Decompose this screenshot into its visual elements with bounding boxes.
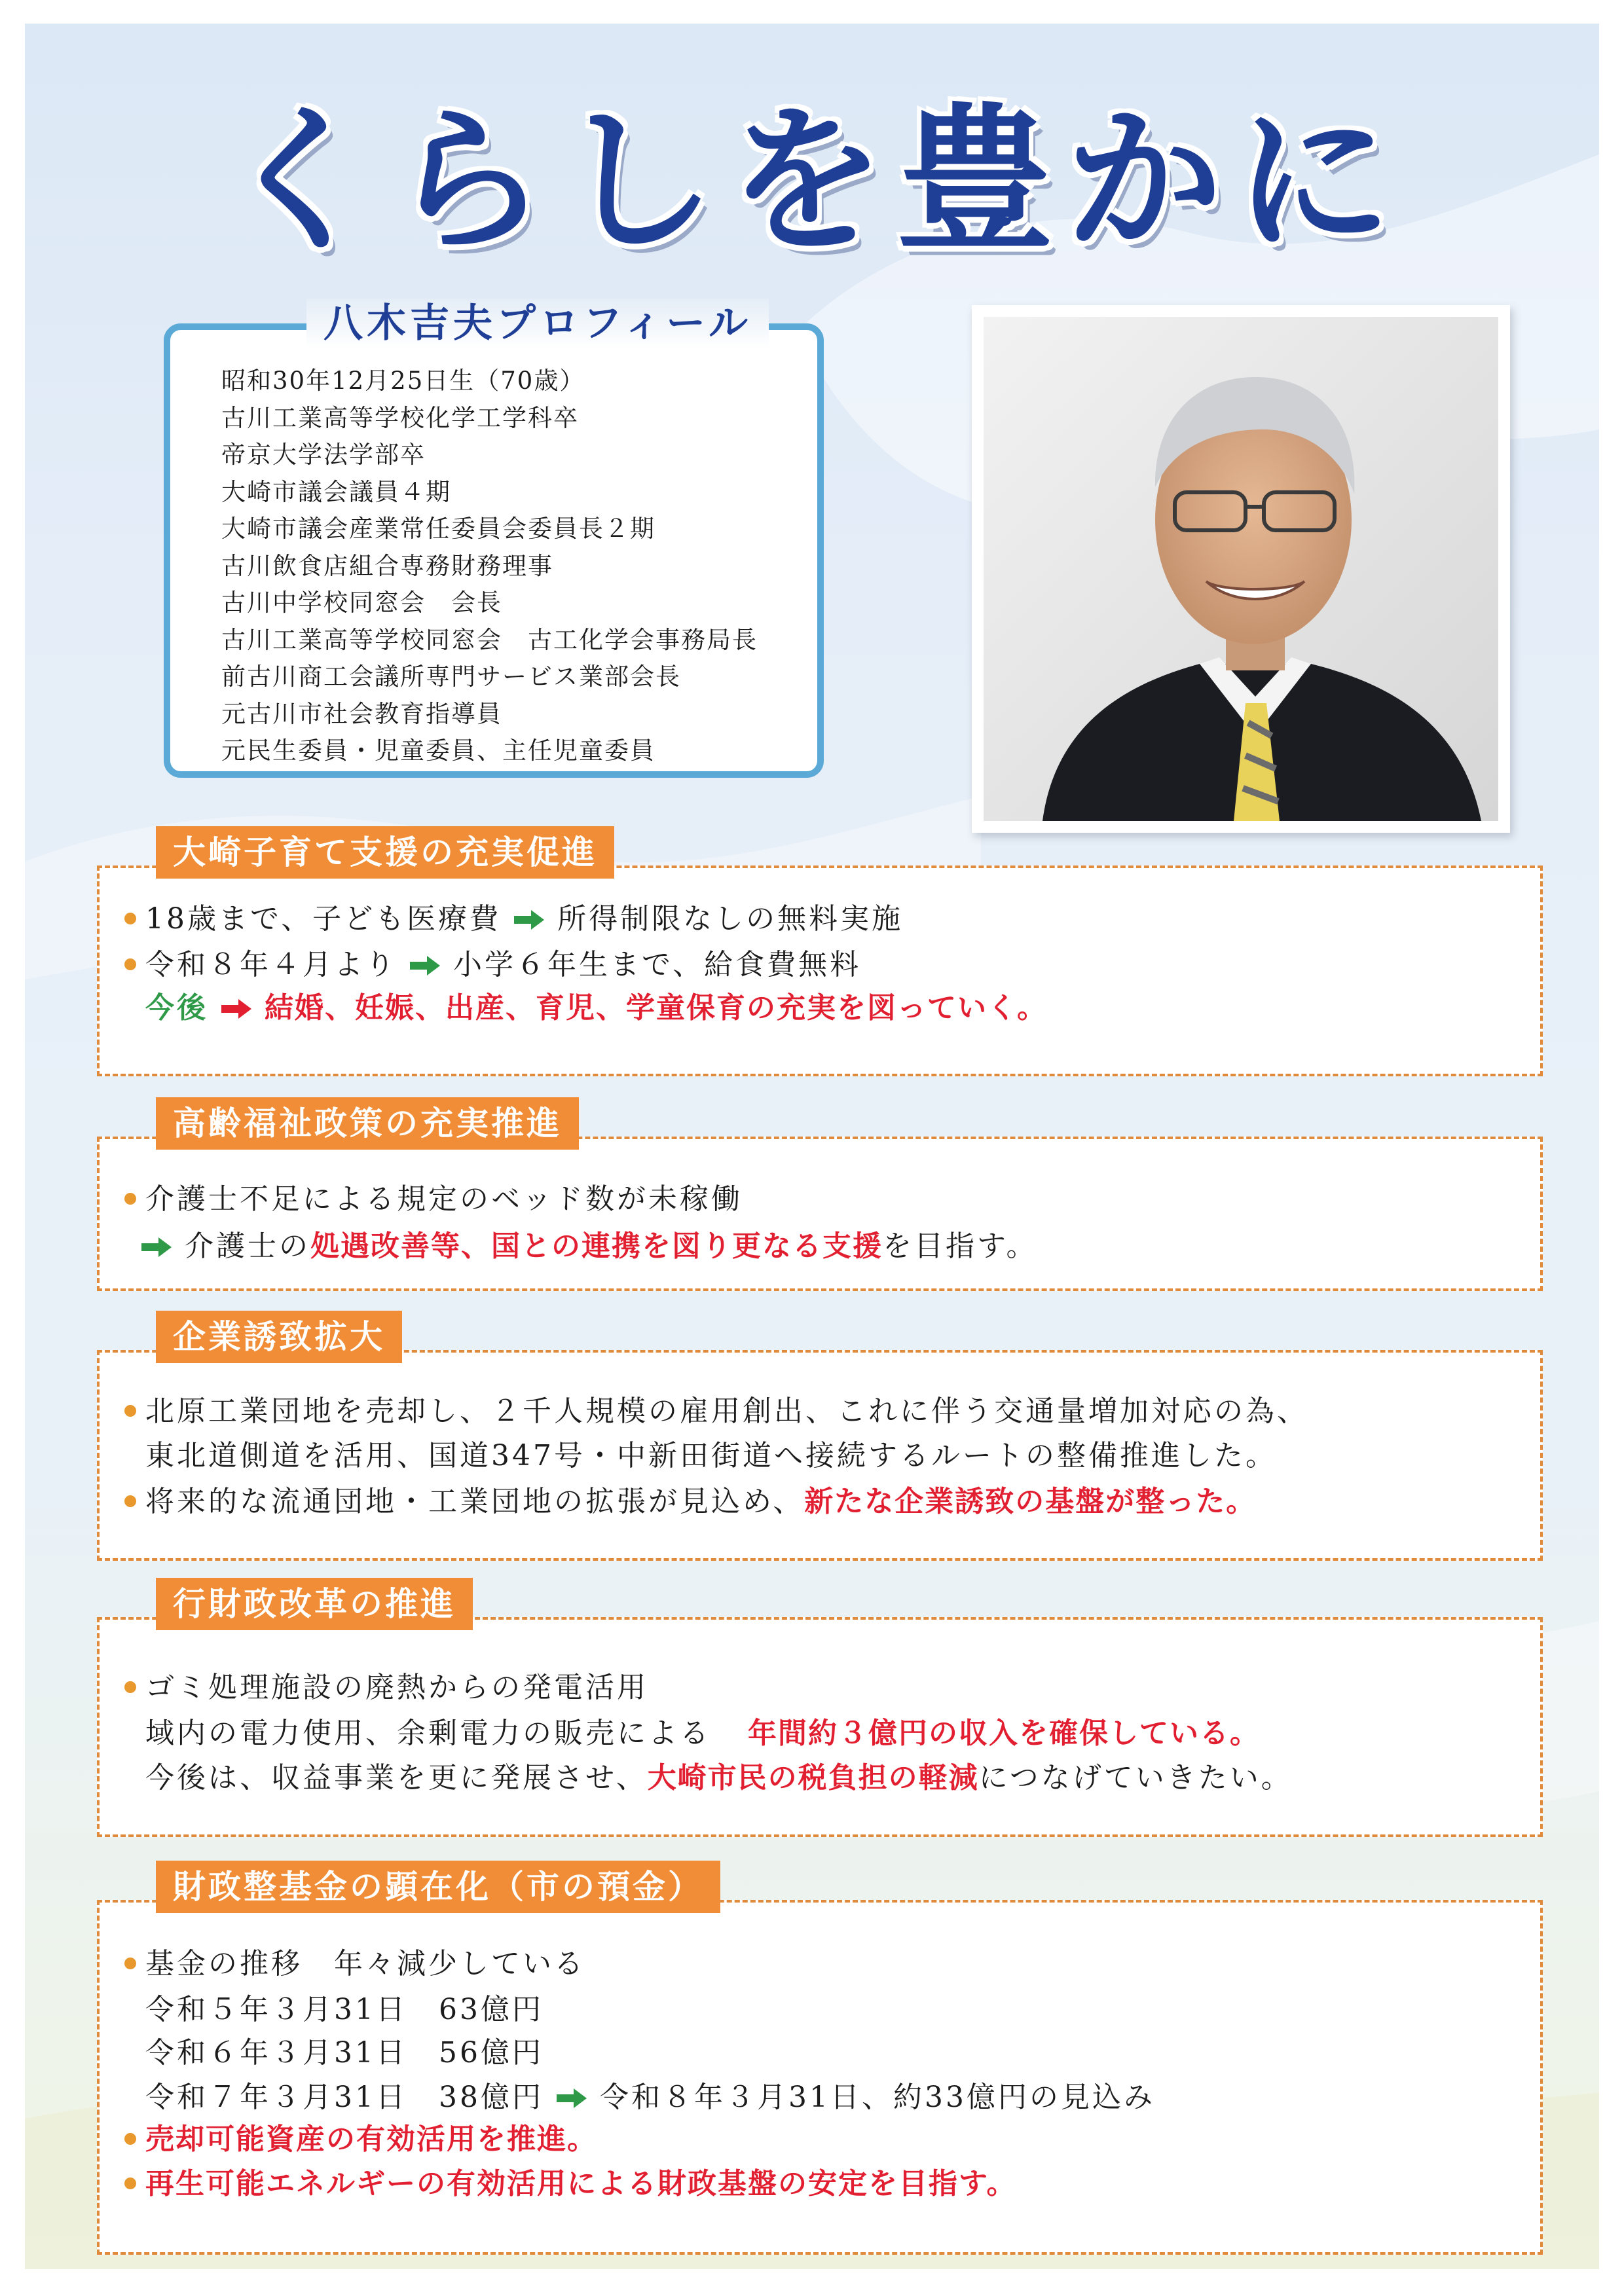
section-elderly-welfare-title: 高齢福祉政策の充実推進 xyxy=(156,1097,579,1150)
reform-line-3: 今後は、収益事業を更に発展させ、大崎市民の税負担の軽減につなげていきたい。 xyxy=(145,1761,1293,1795)
profile-line: 元民生委員・児童委員、主任児童委員 xyxy=(221,737,655,765)
childcare-line-1: 18歳まで、子ども医療費 所得制限なしの無料実施 xyxy=(124,898,903,940)
portrait-photo-frame xyxy=(972,305,1510,833)
fund-line-5: 売却可能資産の有効活用を推進。 xyxy=(124,2119,597,2160)
bullet-icon xyxy=(124,2178,136,2189)
profile-line: 大崎市議会議員４期 xyxy=(221,477,451,506)
flyer-page xyxy=(25,24,1599,2269)
bullet-icon xyxy=(124,1193,136,1205)
childcare-line-3: 今後 結婚、妊娠、出産、育児、学童保育の充実を図っていく。 xyxy=(145,991,1048,1025)
reform-line-2: 域内の電力使用、余剰電力の販売による 年間約３億円の収入を確保している。 xyxy=(145,1717,1260,1750)
bullet-icon xyxy=(124,1405,136,1417)
profile-line: 前古川商工会議所専門サービス業部会長 xyxy=(221,663,681,691)
fund-line-3: 令和６年３月31日 56億円 xyxy=(145,2036,544,2069)
arrow-right-icon xyxy=(141,1237,172,1257)
section-fiscal-fund-title: 財政整基金の顕在化（市の預金） xyxy=(156,1861,720,1913)
bullet-icon xyxy=(124,2133,136,2145)
arrow-right-icon xyxy=(557,2088,587,2108)
profile-line: 大崎市議会産業常任委員会委員長２期 xyxy=(221,515,655,543)
bullet-icon xyxy=(124,1958,136,1969)
arrow-right-icon xyxy=(514,910,544,930)
page-title: くらしを豊かに xyxy=(221,89,1403,272)
childcare-line-2: 令和８年４月より 小学６年生まで、給食費無料 xyxy=(124,944,861,986)
fund-line-1: 基金の推移 年々減少している xyxy=(124,1943,585,1985)
fund-line-4: 令和７年３月31日 38億円 令和８年３月31日、約33億円の見込み xyxy=(145,2081,1155,2114)
portrait-photo xyxy=(984,317,1498,821)
bullet-icon xyxy=(124,958,136,970)
profile-line: 古川工業高等学校同窓会 古工化学会事務局長 xyxy=(221,625,758,654)
profile-list xyxy=(221,363,758,770)
section-administrative-reform-title: 行財政改革の推進 xyxy=(156,1578,473,1630)
profile-line: 古川中学校同窓会 会長 xyxy=(221,589,502,617)
profile-heading: 八木吉夫プロフィール xyxy=(306,299,769,348)
fund-line-6: 再生可能エネルギーの有効活用による財政基盤の安定を目指す。 xyxy=(124,2163,1016,2205)
bullet-icon xyxy=(124,1495,136,1507)
bullet-icon xyxy=(124,1681,136,1693)
business-line-2: 東北道側道を活用、国道347号・中新田街道へ接続するルートの整備推進した。 xyxy=(145,1439,1277,1472)
profile-line: 古川飲食店組合専務財務理事 xyxy=(221,551,553,580)
profile-line: 元古川市社会教育指導員 xyxy=(221,699,502,728)
bullet-icon xyxy=(124,913,136,924)
arrow-right-icon xyxy=(410,956,440,975)
welfare-line-2: 介護士の処遇改善等、国との連携を図り更なる支援を目指す。 xyxy=(141,1226,1037,1267)
fund-line-2: 令和５年３月31日 63億円 xyxy=(145,1993,544,2026)
section-childcare-title: 大崎子育て支援の充実促進 xyxy=(156,826,614,879)
business-line-1: 北原工業団地を売却し、２千人規模の雇用創出、これに伴う交通量増加対応の為、 xyxy=(124,1391,1308,1432)
business-line-3: 将来的な流通団地・工業団地の拡張が見込め、新たな企業誘致の基盤が整った。 xyxy=(124,1481,1256,1523)
profile-line: 帝京大学法学部卒 xyxy=(221,441,426,469)
arrow-right-icon xyxy=(221,999,251,1019)
future-label: 今後 xyxy=(145,991,208,1025)
welfare-line-1: 介護士不足による規定のベッド数が未稼働 xyxy=(124,1178,743,1220)
profile-line: 古川工業高等学校化学工学科卒 xyxy=(221,403,579,432)
reform-line-1: ゴミ処理施設の廃熱からの発電活用 xyxy=(124,1667,648,1709)
profile-line: 昭和30年12月25日生（70歳） xyxy=(221,367,585,395)
section-business-attraction-title: 企業誘致拡大 xyxy=(156,1311,402,1363)
